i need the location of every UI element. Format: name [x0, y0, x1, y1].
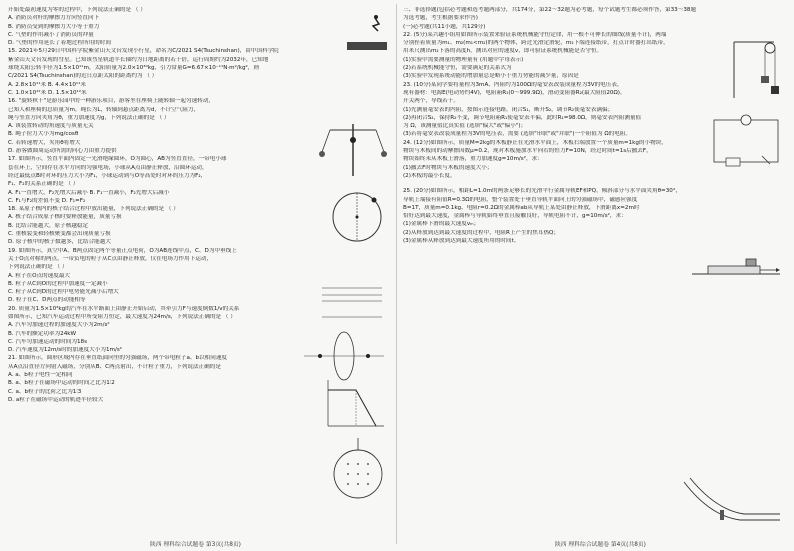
right-text-line: 开关两个，导线若干。 — [403, 98, 459, 105]
left-text-line: 开始处最初速度为零的过程中，下列说法正确的是 （ ） — [8, 7, 146, 13]
left-text-line: B. 比结合能越大，原子核越稳定 — [8, 222, 89, 229]
right-text-line: 三、非选择题(包括必考题和选考题两部分，共174分，第22～32题为必考题，每个试题考生都必须作答，第33～38题 — [403, 7, 697, 13]
right-text-line: 导轨上端接有阻值R=0.3Ω的电阻，整个装置处于垂直导轨平面向上的匀强磁场中，磁感应强度 — [403, 196, 638, 203]
right-text-line: (1)先测量毫安表的内阻，按图示连接电路，闭合S₁，断开S₂，调节R₂使毫安表满偏； — [403, 106, 614, 113]
right-text-line: (3)若将毫安表改装成量程为3V的电压表，需要 (选填"串联"或"并联")一个阻值为 Ω的电阻。 — [403, 131, 631, 138]
right-text-line: (1)实验中需要测量的物理量有 (用题中字母表示) — [403, 56, 524, 63]
left-text-line: 经过最低点B时对环的压力大小为F₁，小球运动到与O等高处时对环的压力为F₂， — [8, 172, 207, 179]
left-text-line: A. F₁一直增大，F₂先增大后减小 B. F₁一直减小，F₂先增大后减小 — [8, 189, 170, 196]
right-text-line: (2)若系统机械能守恒，需要满足的关系式为 — [403, 65, 512, 72]
swing-ride-figure — [318, 116, 388, 178]
right-text-line: 分别拴着质量为m₁、m₂(m₁<m₂)的两个物体，跨过光滑定滑轮，m₂下端连接纸带，打点计时器打出纸带， — [403, 40, 669, 47]
left-text-line: A. 消防员对杆的摩擦力方向竖直向下 — [8, 15, 100, 22]
right-text-line: (2)木板的最小长度。 — [403, 172, 456, 179]
right-text-line: 24. (12分)如图所示，质量M=2kg的木板静止在光滑水平面上，木板右端放置一个质量m=1kg的小物块， — [403, 139, 667, 146]
left-text-line: B. 消防员受到的摩擦力大小等于重力 — [8, 23, 100, 30]
page-divider — [396, 4, 397, 544]
right-text-line: 22. (5分)某兴趣小组用如图所示装置来验证系统机械能守恒定律，用一根不可伸长的细线(质量不计)，两端 — [403, 31, 667, 38]
left-text-line: D. 汽车速度为12m/s时的加速度大小为1m/s² — [8, 347, 122, 354]
right-text-line: (2)再闭合S₂，保持R₂不变，调节电阻箱R₁使毫安表半偏，此时R₁=98.0Ω，则毫安表内阻测量值 — [403, 114, 642, 121]
left-text-line: D. 粒子在C、D两点的动能相等 — [8, 297, 86, 304]
right-text-line: 25. (20分)如图所示，相距L=1.0m的两条足够长的光滑平行金属导轨EF和PQ，倾斜部分与水平面夹角θ=30°， — [403, 188, 682, 195]
left-text-line: B. 粒子从C到O的过程中加速度一定减小 — [8, 280, 108, 287]
right-text-line: 物块与木板间的动摩擦因数μ=0.2，现对木板施加水平向右的恒力F=10N，经过时间t=1s后撤去F， — [403, 148, 652, 155]
left-text-line: A. 2.8×10¹¹米 B. 4.4×10¹¹米 — [8, 81, 87, 88]
left-text-line: A. 汽车匀加速过程的加速度大小为2m/s² — [8, 322, 110, 329]
left-text-line: C. 气垫的作用减小了消防员的冲量 — [8, 31, 94, 38]
left-text-line: 套在环上，空间存在水平方向的匀强电场，小球从A点由静止释放，沿圆环运动， — [8, 164, 208, 171]
rail-figure — [680, 476, 782, 528]
left-text-line: 关于O点对称的两点，一带负电的粒子从C点由静止释放，仅在电场力作用下运动， — [8, 255, 213, 262]
left-text-line: C. F₁与F₂的差值不变 D. F₁=F₂ — [8, 197, 86, 204]
left-text-line: D. 气垫的作用延长了着地过程所用的时间 — [8, 40, 111, 47]
pulley-apparatus-figure — [726, 36, 784, 102]
left-text-line: C. 1.0×10¹²米 D. 1.5×10¹²米 — [8, 89, 87, 96]
circuit-figure — [706, 112, 786, 170]
right-text-line: 为 Ω，该测量值比真实值 (选填"偏大"或"偏小")； — [403, 123, 527, 130]
left-text-line: D. a粒子在磁场中运动的轨迹半径较大 — [8, 396, 104, 403]
left-text-line: A. 该装置转动的角速度与质量无关 — [8, 123, 94, 130]
left-text-line: 绳与竖直方向夹角为θ，重力加速度为g，下列说法正确的是 （ ） — [8, 114, 170, 121]
left-text-line: 21. 如图所示，圆形区域内存在垂直纸面向里的匀强磁场，两个带电粒子a、b以相同速度 — [8, 355, 228, 362]
left-text-line: F₁、F₂的关系正确的是 （ ） — [8, 181, 79, 188]
left-text-line: B. 绳子拉力大小为mg/cosθ — [8, 131, 79, 138]
left-text-line: 15. 2021年5月29日中国科学院紫金山天文台发现小行星，命名为C/2021 S4(Tsuchinshan)，由中国科学院 — [8, 48, 279, 55]
board-block-figure — [690, 252, 782, 278]
right-text-line: (3)实验中发现系统动能的增加量总是略小于重力势能的减少量，原因是 — [403, 73, 579, 80]
left-text-line: 如图所示，已知汽车运动过程中所受阻力恒定，最大速度为24m/s，下列说法正确的是 （ ） — [8, 313, 236, 320]
left-text-line: C. 粒子从C到D的过程中电势能先减小后增大 — [8, 289, 119, 296]
left-text-line: C. a、b粒子的比荷之比为1∶3 — [8, 388, 82, 395]
left-text-line: 球绕太阳公转半径为1.5×10¹¹m，太阳质量为2.0×10³⁰kg，引力常量G=6.67×10⁻¹¹N·m²/kg²，则 — [8, 65, 259, 72]
left-text-line: 19. 如图所示，真空中A、B两点固定两个等量正点电荷，O为AB连线中点，C、D为中垂线上 — [8, 247, 237, 254]
left-text-line: C/2021 S4(Tsuchinshan)的近日点距太阳的距离约为 （ ） — [8, 73, 158, 80]
left-text-line: 从A点沿直径方向射入磁场，分别从B、C两点射出，不计粒子重力，下列说法正确的是 — [8, 363, 221, 370]
left-text-line: 18. 某原子核内的核子结合过程中放出能量，下列说法正确的是 （ ） — [8, 206, 179, 213]
right-text-line: (一)必考题(共11小题，共129分) — [403, 23, 486, 30]
right-text-line: 23. (10分)某同学要将量程为3mA、内阻约为100Ω的毫安表改装成量程为3V的电压表， — [403, 81, 623, 88]
footer-left: 陕西 理科综合试题卷 第3页(共8页) — [150, 542, 241, 548]
left-text-line: 17. 如图所示，竖直平面内固定一光滑绝缘圆环，O为圆心，AB为竖直直径，一带电小球 — [8, 156, 227, 163]
right-text-line: 物块始终未从木板上滑落，重力加速度g=10m/s²，求： — [403, 156, 543, 163]
left-text-line: D. 原子核中的核子数越多，比结合能越大 — [8, 239, 111, 246]
energy-level-figure — [318, 283, 386, 321]
left-text-line: C. 汽车匀加速运动的时间为18s — [8, 338, 88, 345]
right-text-line: (1)撤去F时物块与木板的速度大小； — [403, 164, 493, 171]
force-graph-figure — [320, 376, 388, 432]
right-text-line: 现有器材：电源E(电动势约4V)，电阻箱R₁(0～999.9Ω)，滑动变阻器R₂(最大阻值20Ω)， — [403, 89, 626, 96]
left-text-line: B. a、b粒子在磁场中运动的时间之比为1∶2 — [8, 380, 115, 387]
left-text-line: D. 游客做圆周运动所需的向心力由重力提供 — [8, 148, 117, 155]
left-text-line: C. 重核裂变和轻核聚变都会出现质量亏损 — [8, 231, 111, 238]
footer-right: 陕西 理科综合试题卷 第4页(共8页) — [555, 542, 646, 548]
left-text-line: 下列说法正确的是 （ ） — [8, 264, 68, 271]
left-text-line: B. 汽车的额定功率为24kW — [8, 330, 77, 337]
left-text-line: 16. "旋转秋千"是游乐园中的一种游乐项目，游客坐在座椅上随转轴一起匀速转动， — [8, 98, 215, 105]
right-text-line: (3)金属棒从释放到达到最大速度所用的时间t。 — [403, 238, 520, 245]
right-text-line: 为选考题，考生根据要求作答) — [403, 15, 478, 22]
left-text-line: C. 若转速增大，夹角θ将增大 — [8, 139, 81, 146]
left-text-line: 20. 质量为1.5×10³kg的汽车在水平路面上由静止开始启动，其牵引力F与速度倒数1/v的关系 — [8, 305, 240, 312]
left-text-line: 紫金山天文台发现的彗星。已知该彗星轨道半长轴约为日地距离的若干倍，运行周期约为2032年，已知地 — [8, 56, 269, 63]
firefighter-figure — [345, 14, 390, 54]
right-text-line: B=1T，质量m=0.1kg、电阻r=0.2Ω的金属棒ab从导轨上某处由静止释放，下滑距离x=2m时 — [403, 204, 640, 211]
left-text-line: A. 核子结合成原子核时要释放能量，质量亏损 — [8, 214, 122, 221]
right-text-line: (1)金属棒下滑的最大速度vₘ； — [403, 221, 480, 228]
left-text-line: A. 粒子在O点的速度最大 — [8, 272, 71, 279]
ring-figure — [328, 188, 386, 246]
right-text-line: 恰好达到最大速度，金属棒与导轨始终垂直且接触良好，导轨电阻不计，g=10m/s²，求： — [403, 213, 627, 220]
left-text-line: 已知人和座椅的总质量为m，绳长为L，转轴到悬点距离为d，不计空气阻力， — [8, 106, 200, 113]
right-text-line: 用米尺测出m₂下落的高度h，测出对应的速度v，即可验证系统机械能是否守恒。 — [403, 48, 603, 55]
left-text-line: A. a、b粒子电性一定相同 — [8, 372, 73, 379]
magnetic-field-figure — [330, 436, 386, 514]
right-text-line: (2)从释放到达到最大速度的过程中，电阻R上产生的焦耳热Q； — [403, 229, 560, 236]
